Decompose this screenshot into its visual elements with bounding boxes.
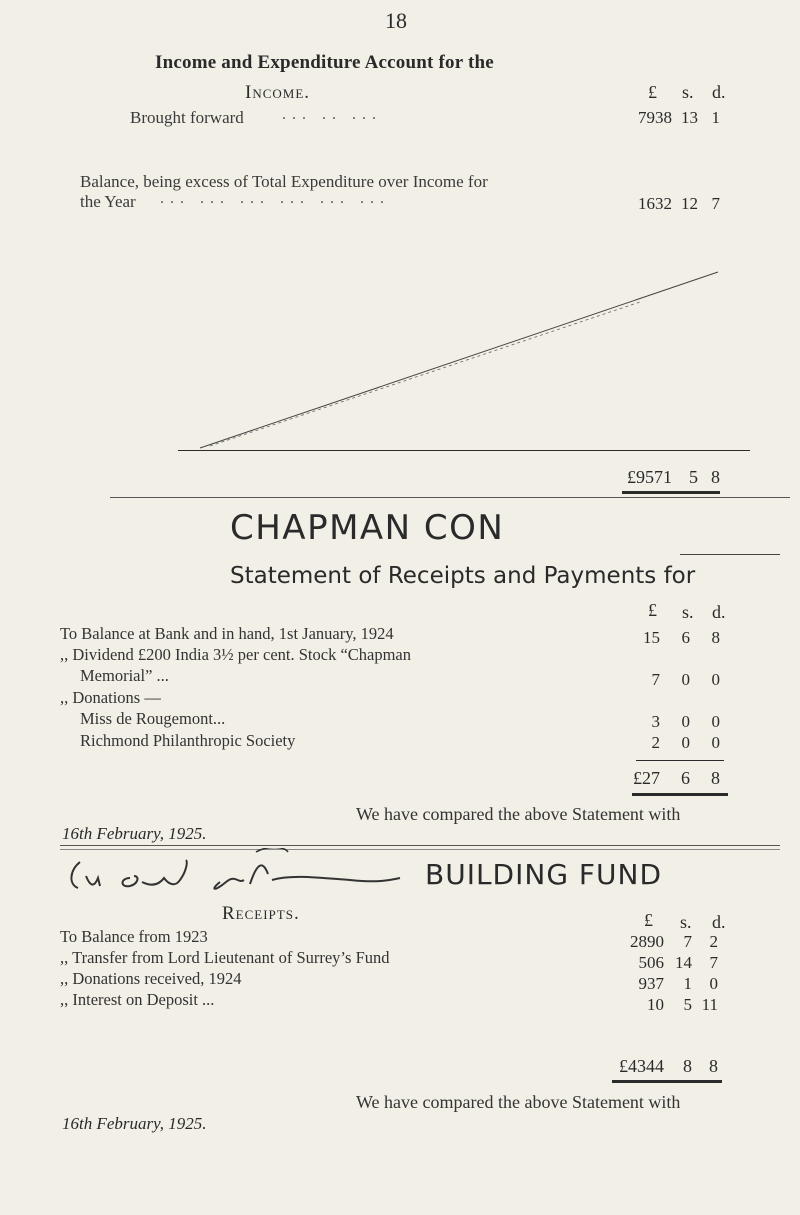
amount-pence: 11 [701, 995, 718, 1014]
pence-header: d. [712, 82, 726, 102]
chapman-row-label: ,, Dividend £200 India 3½ per cent. Stock “Chapman [60, 645, 412, 664]
fund-date: 16th February, 1925. [62, 1114, 207, 1133]
amount-pounds: £9571 [627, 467, 672, 487]
amount-pounds: £27 [633, 768, 660, 788]
amount-pence: 1 [711, 108, 720, 127]
page-number: 18 [385, 8, 407, 33]
amount-shillings: 0 [681, 733, 690, 752]
chapman-statement-title: Statement of Receipts and Payments for [230, 563, 696, 589]
amount-pounds: 1632 [638, 194, 672, 213]
amount-pounds: 10 [647, 995, 664, 1014]
chapman-row-amount [600, 733, 720, 753]
amount-shillings: 6 [681, 628, 690, 647]
pence-header: d. [712, 912, 726, 932]
chapman-row-label: Memorial” ... [80, 666, 169, 685]
amount-shillings: 6 [681, 768, 690, 788]
page-divider [60, 845, 780, 846]
amount-pence: 0 [711, 712, 720, 731]
fund-row-label: To Balance from 1923 [60, 927, 208, 946]
amount-pounds: 937 [638, 974, 664, 993]
fund-row-label: ,, Transfer from Lord Lieutenant of Surrey’s Fund [60, 948, 390, 967]
amount-shillings: 0 [681, 670, 690, 689]
total-double-rule [612, 1080, 722, 1083]
total-double-rule [622, 491, 720, 494]
fund-row-label: ,, Interest on Deposit ... [60, 990, 215, 1009]
amount-pence: 2 [709, 932, 718, 951]
pounds-header: £ [644, 910, 653, 930]
fund-total-amount [600, 1056, 718, 1077]
receipts-label: Receipts. [222, 903, 300, 924]
fund-row-amount [600, 974, 718, 994]
pounds-header: £ [648, 600, 657, 620]
amount-pence: 8 [711, 628, 720, 647]
amount-shillings: 8 [683, 1056, 692, 1076]
amount-pence: 0 [709, 974, 718, 993]
shillings-header: s. [682, 82, 694, 102]
amount-pence: 0 [711, 670, 720, 689]
amount-shillings: 12 [681, 194, 698, 213]
handwritten-annotation [60, 848, 430, 896]
amount-pence: 7 [709, 953, 718, 972]
balance-label-line1: Balance, being excess of Total Expenditure over Income for [80, 172, 488, 191]
chapman-heading: CHAPMAN CON [230, 508, 505, 548]
amount-pounds: 7 [651, 670, 660, 689]
subtotal-rule [636, 760, 724, 761]
amount-pence: 7 [711, 194, 720, 213]
shillings-header: s. [682, 602, 694, 622]
chapman-row-amount [600, 712, 720, 732]
chapman-row-amount [600, 628, 720, 648]
amount-shillings: 5 [689, 467, 698, 487]
income-total-amount [600, 467, 720, 488]
chapman-row-label: To Balance at Bank and in hand, 1st January, 1924 [60, 624, 394, 643]
amount-pence: 8 [711, 768, 720, 788]
leader-dots: ... .. ... [282, 106, 382, 123]
amount-pounds: 2890 [630, 932, 664, 951]
page-divider [110, 497, 790, 498]
section-rule [178, 450, 750, 451]
amount-pounds: 506 [638, 953, 664, 972]
amount-shillings: 7 [683, 932, 692, 951]
fund-row-amount [600, 953, 718, 973]
amount-shillings: 1 [683, 974, 692, 993]
amount-shillings: 13 [681, 108, 698, 127]
chapman-row-label: Richmond Philanthropic Society [80, 731, 296, 750]
amount-pounds: 3 [651, 712, 660, 731]
building-fund-heading: BUILDING FUND [425, 858, 663, 891]
chapman-date: 16th February, 1925. [62, 824, 207, 843]
fund-row-amount [600, 995, 718, 1015]
balance-label-line2: the Year [80, 192, 136, 211]
chapman-row-label: ,, Donations — [60, 688, 161, 707]
amount-pence: 0 [711, 733, 720, 752]
amount-shillings: 5 [683, 995, 692, 1014]
shillings-header: s. [680, 912, 692, 932]
leader-dots: ... ... ... ... ... ... [160, 190, 390, 207]
amount-pounds: 2 [651, 733, 660, 752]
chapman-row-label: Miss de Rougemont... [80, 709, 226, 728]
amount-pence: 8 [711, 467, 720, 487]
amount-shillings: 0 [681, 712, 690, 731]
fund-compared-text: We have compared the above Statement with [356, 1092, 681, 1112]
fund-row-amount [600, 932, 718, 952]
chapman-total-amount [600, 768, 720, 789]
income-section-label: Income. [245, 82, 311, 103]
amount-pounds: £4344 [619, 1056, 664, 1076]
amount-shillings: 14 [675, 953, 692, 972]
amount-pounds: 15 [643, 628, 660, 647]
chapman-compared-text: We have compared the above Statement with [356, 804, 681, 824]
fund-row-label: ,, Donations received, 1924 [60, 969, 242, 988]
pounds-header: £ [648, 82, 657, 102]
heading-underline [680, 554, 780, 555]
chapman-row-amount [600, 670, 720, 690]
pence-header: d. [712, 602, 726, 622]
amount-pounds: 7938 [638, 108, 672, 127]
income-account-title: Income and Expenditure Account for the [155, 52, 494, 73]
amount-pence: 8 [709, 1056, 718, 1076]
brought-forward-label: Brought forward [130, 108, 244, 127]
total-double-rule [632, 793, 728, 796]
